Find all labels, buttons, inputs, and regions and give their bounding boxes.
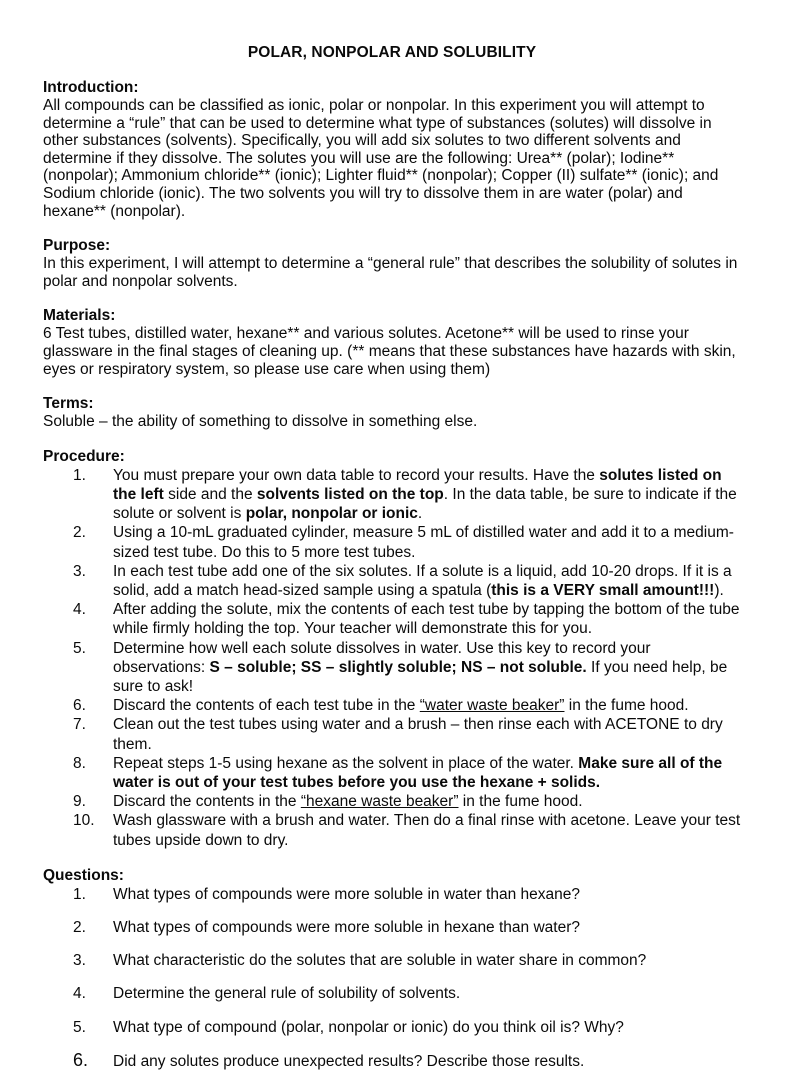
text-run: Discard the contents in the [113, 793, 301, 811]
item-number: 9. [73, 793, 86, 811]
item-number: 2. [73, 524, 86, 542]
text-run: All compounds can be classified as ionic, polar or nonpolar. In this experiment you will attempt to determine a “rule” that can be used to determine what type of substances (solutes) will dissolve in other substances (solvents). Specifically, you will add six solutes to two different solvents and determine if they dissolve. The solutes you will use are the following: Urea** (polar); Iodine** (nonpolar); Ammonium chloride** (ionic); Lighter fluid** (nonpolar); Copper (II) sulfate** (ionic); and Sodium chloride (ionic). The two solvents you will try to dissolve them in are water (polar) and hexane** (nonpolar). [43, 97, 719, 220]
item-number: 4. [73, 985, 86, 1003]
text-run: . In the data table, be sure to indicate if the solute or solvent is [113, 485, 737, 523]
item-text [113, 811, 741, 849]
text-run: What type of compound (polar, nonpolar or ionic) do you think oil is? Why? [113, 1018, 624, 1036]
item-number: 1. [73, 466, 86, 484]
bold-text: S – soluble; SS – slightly soluble; NS – not soluble. [209, 658, 587, 676]
item-number: 4. [73, 601, 86, 619]
text-run: Determine the general rule of solubility of solvents. [113, 985, 461, 1003]
item-text [113, 1052, 741, 1071]
procedure-list [43, 466, 741, 850]
item-number: 1. [73, 885, 86, 903]
section-introduction [43, 79, 741, 220]
procedure-step [43, 523, 741, 561]
procedure-step [43, 562, 741, 600]
question-item [43, 951, 741, 970]
section-materials [43, 307, 741, 378]
item-number: 7. [73, 716, 86, 734]
item-text [113, 600, 741, 638]
section-terms [43, 395, 741, 431]
item-text [113, 951, 741, 970]
underlined-text: “hexane waste beaker” [300, 793, 459, 811]
introduction-heading: Introduction: [43, 79, 139, 96]
terms-heading: Terms: [43, 395, 94, 413]
text-run: You must prepare your own data table to record your results. Have the [113, 466, 600, 484]
text-run: Clean out the test tubes using water and a brush – then rinse each with ACETONE to dry them. [113, 716, 723, 753]
purpose-body [43, 255, 741, 290]
bold-text: solvents listed on the top [256, 485, 444, 503]
text-run: What types of compounds were more soluble in water than hexane? [113, 885, 580, 903]
procedure-step [43, 639, 741, 697]
procedure-step [43, 696, 741, 715]
section-purpose [43, 237, 741, 290]
item-text [113, 918, 741, 937]
question-item [43, 1018, 741, 1037]
question-item [43, 1051, 741, 1071]
text-run: Wash glassware with a brush and water. Then do a final rinse with acetone. Leave your test tubes upside down to dry. [113, 812, 741, 849]
item-text [113, 754, 741, 792]
procedure-step [43, 754, 741, 792]
item-text [113, 984, 741, 1003]
text-run: If you need help, be sure to ask! [113, 658, 728, 695]
text-run: Repeat steps 1-5 using hexane as the solvent in place of the water. [113, 754, 579, 772]
text-run: In this experiment, I will attempt to determine a “general rule” that describes the solubility of solutes in polar and nonpolar solvents. [43, 255, 738, 290]
item-number: 3. [73, 952, 86, 970]
procedure-step [43, 466, 741, 524]
item-text [113, 639, 741, 697]
item-text [113, 523, 741, 561]
procedure-step [43, 792, 741, 811]
text-run: . [417, 505, 423, 523]
text-run: ). [714, 581, 724, 599]
item-text [113, 885, 741, 904]
item-number: 5. [73, 639, 86, 657]
materials-heading: Materials: [43, 307, 116, 325]
procedure-step [43, 811, 741, 849]
bold-text: solutes listed on the left [113, 466, 722, 503]
questions-heading: Questions: [43, 866, 124, 884]
questions-list [43, 885, 741, 1071]
text-run: What types of compounds were more soluble in hexane than water? [113, 918, 580, 936]
text-run: 6 Test tubes, distilled water, hexane** and various solutes. Acetone** will be used to rinse your glassware in the final stages of cleaning up. (** means that these substances have hazards with skin, eyes or respiratory system, so please use care when using them) [43, 325, 736, 378]
underlined-text: “water waste beaker” [419, 697, 565, 715]
question-item [43, 984, 741, 1003]
materials-body [43, 325, 741, 378]
item-number: 2. [73, 918, 86, 936]
terms-body [43, 413, 741, 431]
text-run: side and the [163, 485, 257, 503]
bold-text: polar, nonpolar or ionic [245, 505, 418, 523]
item-text [113, 715, 741, 753]
item-text [113, 1018, 741, 1037]
text-run: Discard the contents of each test tube in the [113, 697, 420, 715]
item-number: 5. [73, 1018, 86, 1036]
procedure-heading: Procedure: [43, 447, 125, 465]
text-run: What characteristic do the solutes that are soluble in water share in common? [113, 952, 647, 970]
item-text [113, 792, 741, 811]
question-item [43, 918, 741, 937]
section-questions [43, 867, 741, 1071]
item-number: 8. [73, 754, 86, 772]
text-run: in the fume hood. [458, 793, 583, 811]
item-text [113, 562, 741, 600]
text-run: After adding the solute, mix the contents of each test tube by tapping the bottom of the tube while firmly holding the top. Your teacher will demonstrate this for you. [113, 601, 740, 638]
document-title: POLAR, NONPOLAR AND SOLUBILITY [247, 44, 537, 61]
text-run: Determine how well each solute dissolves in water. Use this key to record your observations: [113, 639, 651, 676]
text-run: Soluble – the ability of something to dissolve in something else. [43, 413, 478, 431]
text-run: Did any solutes produce unexpected results? Describe those results. [113, 1052, 585, 1070]
item-number: 3. [73, 562, 86, 580]
purpose-heading: Purpose: [43, 237, 111, 255]
text-run: in the fume hood. [564, 697, 689, 715]
item-number: 6. [73, 1049, 89, 1070]
bold-text: this is a VERY small amount!!! [491, 581, 715, 599]
procedure-step [43, 600, 741, 638]
item-number: 6. [73, 697, 86, 715]
bold-text: Make sure all of the water is out of your test tubes before you use the hexane + solids. [113, 754, 723, 791]
introduction-body [43, 97, 741, 220]
text-run: Using a 10-mL graduated cylinder, measure 5 mL of distilled water and add it to a medium-sized test tube. Do this to 5 more test tubes. [113, 524, 734, 561]
procedure-step [43, 715, 741, 753]
item-number: 10. [73, 812, 95, 830]
question-item [43, 885, 741, 904]
item-text [113, 466, 741, 524]
item-text [113, 696, 741, 715]
section-procedure [43, 448, 741, 850]
text-run: In each test tube add one of the six solutes. If a solute is a liquid, add 10-20 drops. If it is a solid, add a match head-sized sample using a spatula ( [113, 562, 732, 599]
